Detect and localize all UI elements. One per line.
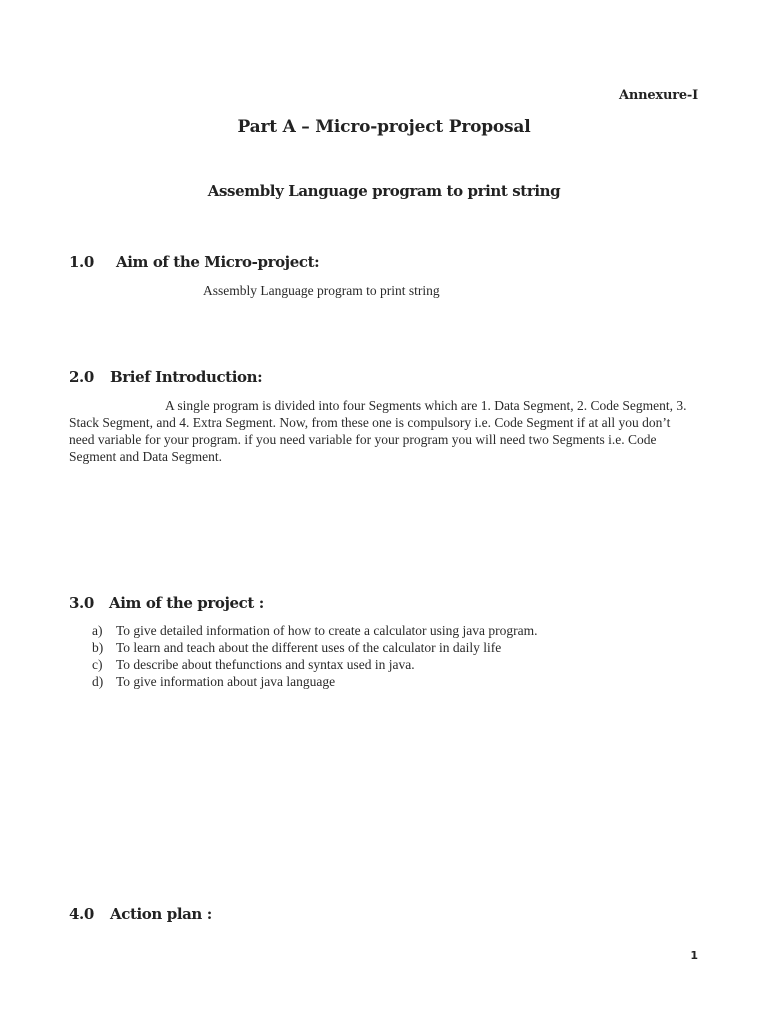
section-number: 1.0: [69, 253, 94, 271]
section-number: 3.0: [69, 594, 94, 612]
section-action-plan-heading: [69, 905, 212, 923]
project-subtitle: Assembly Language program to print string: [207, 182, 561, 200]
section-intro-heading: [69, 368, 262, 386]
section-title: Aim of the Micro-project:: [116, 253, 320, 271]
section-title: Brief Introduction:: [110, 368, 263, 386]
section-aim-project-heading: [69, 594, 264, 612]
aim-micro-text: Assembly Language program to print string: [203, 283, 440, 298]
objectives-list: [92, 622, 538, 690]
intro-paragraph: A single program is divided into four Segments which are 1. Data Segment, 2. Code Segment, 3. Stack Segment, and 4. Extra Segment. Now, from these one is compulsory i.e. Code Segment if at all you don’t need variable for your program. if you need variable for your program you will need two Segments i.e. Code Segment and Data Segment.: [69, 398, 687, 464]
page-title: Part A – Micro-project Proposal: [237, 117, 531, 137]
section-title: Action plan :: [110, 905, 212, 923]
list-item-text: To learn and teach about the different uses of the calculator in daily life: [116, 640, 502, 655]
list-marker: b): [92, 640, 104, 655]
list-item: [92, 622, 538, 639]
list-marker: d): [92, 674, 104, 689]
list-item: [92, 656, 538, 673]
list-item-text: To give information about java language: [116, 674, 336, 689]
section-number: 2.0: [69, 368, 94, 386]
section-number: 4.0: [69, 905, 94, 923]
page-number: 1: [690, 949, 698, 962]
section-title: Aim of the project :: [109, 594, 264, 612]
list-marker: c): [92, 657, 103, 672]
list-item-text: To give detailed information of how to create a calculator using java program.: [116, 623, 538, 638]
section-aim-micro-heading: [69, 253, 319, 271]
annexure-label: Annexure-I: [618, 88, 698, 103]
list-item-text: To describe about thefunctions and syntax used in java.: [116, 657, 415, 672]
list-item: [92, 639, 538, 656]
list-marker: a): [92, 623, 103, 638]
list-item: [92, 673, 538, 690]
